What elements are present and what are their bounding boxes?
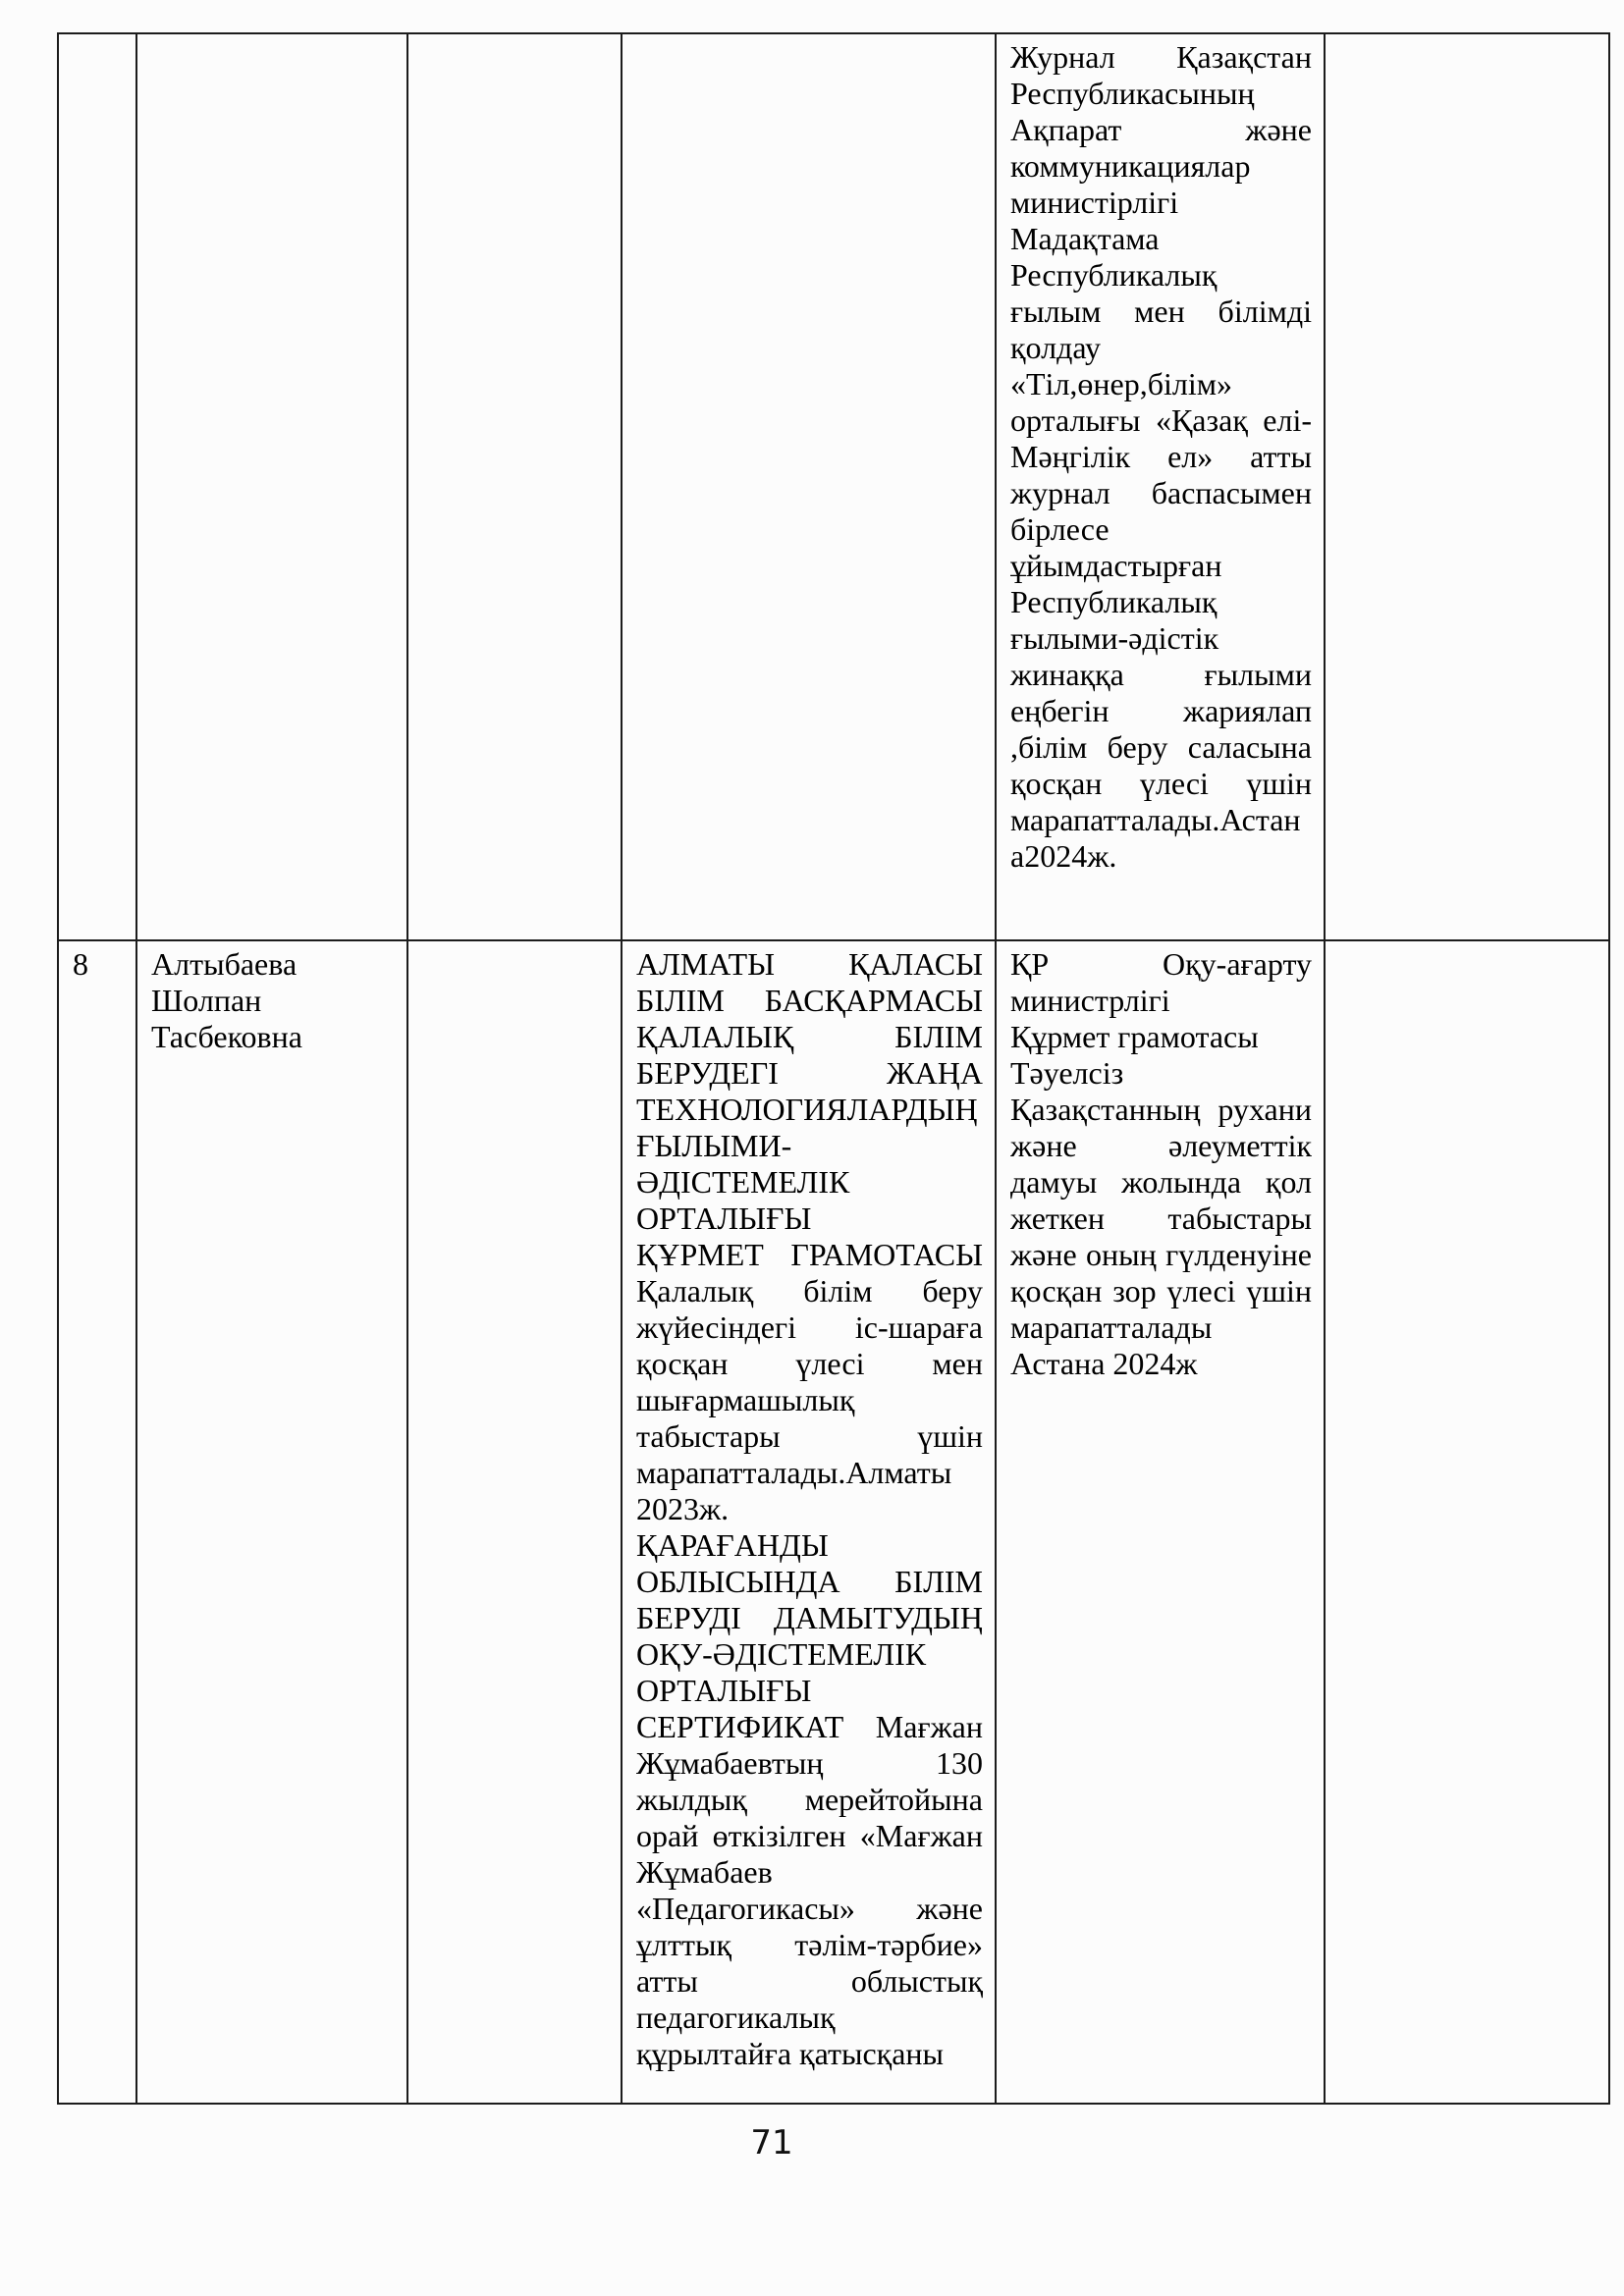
award-paragraph: Журнал Қазақстан Республикасының Ақпарат және коммуникациялар министірлігі Мадақтама Республикалық ғылым мен білімді қолдау «Тіл,өнер,білім» орталығы «Қазақ елі-Мәңгілік ел» атты журнал баспасымен бірлесе ұйымдастырған Республикалық ғылыми-әдістік жинаққа ғылыми еңбегін жариялап ,білім беру саласына қосқан үлесі үшін марапатталады.Астана2024ж. [1010, 39, 1312, 874]
award-paragraph: СЕРТИФИКАТ Мағжан Жұмабаевтың 130 жылдық мерейтойына орай өткізілген «Мағжан Жұмабаев «Педагогикасы» және ұлттық тәлім-тәрбие» атты облыстық педагогикалық құрылтайға қатысқаны [636, 1709, 983, 2071]
table-row-8 [58, 940, 1609, 2104]
cell-content [1010, 946, 1312, 1382]
teacher-name-cell [136, 33, 407, 940]
award-paragraph: Құрмет грамотасы [1010, 1019, 1259, 1054]
awards-table [57, 32, 1610, 2105]
ministry-awards-cell [996, 940, 1325, 2104]
cell-content [636, 946, 983, 2072]
row-number: 8 [73, 946, 88, 982]
row-number-cell [58, 940, 136, 2104]
award-paragraph: Тәуелсіз Қазақстанның рухани және әлеуметтік дамуы жолында қол жеткен табыстары және оның гүлденуіне қосқан зор үлесі үшін марапатталады [1010, 1055, 1312, 1345]
note-cell [1325, 33, 1609, 940]
ministry-awards-cell [996, 33, 1325, 940]
regional-awards-cell [622, 33, 996, 940]
page-number: 71 [750, 2123, 793, 2163]
empty-cell [407, 940, 622, 2104]
teacher-name: Алтыбаева Шолпан Тасбековна [151, 946, 302, 1054]
award-paragraph: Астана 2024ж [1010, 1346, 1198, 1381]
teacher-name-cell [136, 940, 407, 2104]
award-paragraph: ҚР Оқу-ағарту министрлігі [1010, 946, 1312, 1018]
row-number-cell [58, 33, 136, 940]
table-row-continued [58, 33, 1609, 940]
empty-cell [407, 33, 622, 940]
regional-awards-cell [622, 940, 996, 2104]
award-paragraph: ҚҰРМЕТ ГРАМОТАСЫ Қалалық білім беру жүйесіндегі іс-шараға қосқан үлесі мен шығармашылық табыстары үшін марапатталады.Алматы 2023ж. [636, 1237, 983, 1526]
award-paragraph: АЛМАТЫ ҚАЛАСЫ БІЛІМ БАСҚАРМАСЫ ҚАЛАЛЫҚ БІЛІМ БЕРУДЕГІ ЖАҢА ТЕХНОЛОГИЯЛАРДЫҢ ҒЫЛЫМИ-ӘДІСТЕМЕЛІК ОРТАЛЫҒЫ [636, 946, 983, 1236]
note-cell [1325, 940, 1609, 2104]
award-paragraph: ҚАРАҒАНДЫ ОБЛЫСЫНДА БІЛІМ БЕРУДІ ДАМЫТУДЫҢ ОҚУ-ӘДІСТЕМЕЛІК ОРТАЛЫҒЫ [636, 1527, 983, 1708]
